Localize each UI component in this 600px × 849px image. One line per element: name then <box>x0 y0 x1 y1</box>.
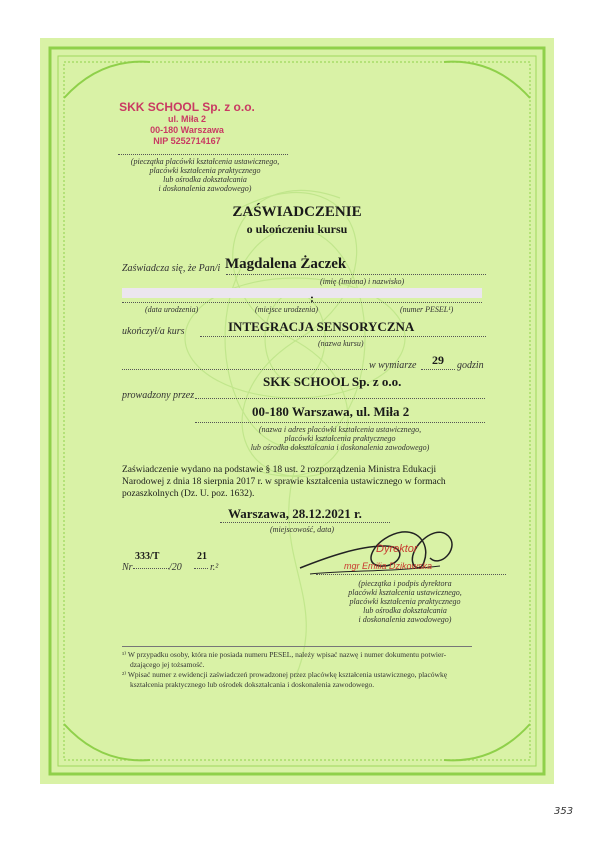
course-name: INTEGRACJA SENSORYCZNA <box>228 319 415 334</box>
name-line <box>226 274 486 275</box>
course-caption: (nazwa kursu) <box>318 339 364 348</box>
provider-line-1 <box>195 398 485 399</box>
place-date: Warszawa, 28.12.2021 r. <box>228 506 362 521</box>
number-year: 21 <box>197 551 207 562</box>
signature-name: mgr Emilia Dzikowska <box>344 561 433 571</box>
birth-place-caption: (miejsce urodzenia) <box>255 305 319 314</box>
stamp-caption: (pieczątka placówki kształcenia ustawicznego, placówki kształcenia praktycznego lub ośrodka dokształcania i doskonalenia zawodowego) <box>130 157 280 193</box>
provider-name: SKK SCHOOL Sp. z o.o. <box>263 374 402 389</box>
provider-caption: (nazwa i adres placówki kształcenia ustawicznego, placówki kształcenia praktycznego lub ośrodka dokształcania i doskonalenia zawodowego) <box>250 425 430 452</box>
legal-basis: Zaświadczenie wydano na podstawie § 18 ust. 2 rozporządzenia Ministra Edukacji Narodowej z dnia 18 sierpnia 2017 r. w sprawie kształcenia ustawicznego w formach pozaszkolnych (Dz. U. poz. 1632). <box>122 465 446 499</box>
completed-label: ukończył/a kurs <box>122 326 185 337</box>
stamp-company: SKK SCHOOL Sp. z o.o. <box>119 100 255 114</box>
birth-row-line <box>122 302 482 303</box>
certifies-label: Zaświadcza się, że Pan/i <box>122 263 221 274</box>
stamp-city: 00-180 Warszawa <box>150 125 224 135</box>
number-value: 333/T <box>135 551 160 562</box>
row2-colon: : <box>310 291 314 305</box>
document-title: ZAŚWIADCZENIE <box>232 204 362 220</box>
course-line-2 <box>122 369 367 370</box>
redacted-personal-data <box>122 288 482 298</box>
stamp-street: ul. Miła 2 <box>167 114 206 124</box>
person-name: Magdalena Żaczek <box>225 256 347 272</box>
number-line <box>133 568 169 569</box>
number-suffix: r.² <box>210 562 219 573</box>
certificate-sheet <box>40 38 554 784</box>
course-line <box>200 336 486 337</box>
hours-value: 29 <box>432 353 444 367</box>
hours-line <box>421 369 455 370</box>
signature-role: Dyrektor <box>376 543 418 555</box>
hours-unit: godzin <box>457 360 484 371</box>
document-subtitle: o ukończeniu kursu <box>246 222 348 236</box>
provider-address: 00-180 Warszawa, ul. Miła 2 <box>252 404 410 419</box>
name-caption: (imię (imiona) i nazwisko) <box>320 277 405 286</box>
number-year-line <box>194 568 208 569</box>
place-date-caption: (miejscowość, data) <box>270 525 334 534</box>
hours-label: w wymiarze <box>369 360 417 371</box>
conducted-label: prowadzony przez <box>122 390 195 401</box>
number-separator: /20 <box>169 562 182 573</box>
stamp-nip: NIP 5252714167 <box>153 136 221 146</box>
page-number: 353 <box>554 806 574 817</box>
number-prefix: Nr <box>122 562 133 573</box>
footnote-divider <box>122 646 472 647</box>
signature-line <box>316 574 506 575</box>
birth-date-caption: (data urodzenia) <box>145 305 199 314</box>
footnotes: ¹⁾ W przypadku osoby, która nie posiada numeru PESEL, należy wpisać nazwę i numer dokumentu potwier- dzającego jej tożsamość. ²⁾ Wpisać numer z ewidencji zaświadczeń prowadzonej przez placówkę kształcenia ustawicznego, placówkę kształcenia praktycznego lub ośrodek dokształcania i doskonalenia zawodowego. <box>122 650 448 689</box>
stamp-dotted-line <box>118 154 288 155</box>
signature-caption: (pieczątka i podpis dyrektora placówki kształcenia ustawicznego, placówki kształcenia praktycznego lub ośrodka dokształcania i doskonalenia zawodowego) <box>348 579 462 624</box>
provider-line-2 <box>195 422 485 423</box>
pesel-caption: (numer PESEL¹) <box>400 305 454 314</box>
